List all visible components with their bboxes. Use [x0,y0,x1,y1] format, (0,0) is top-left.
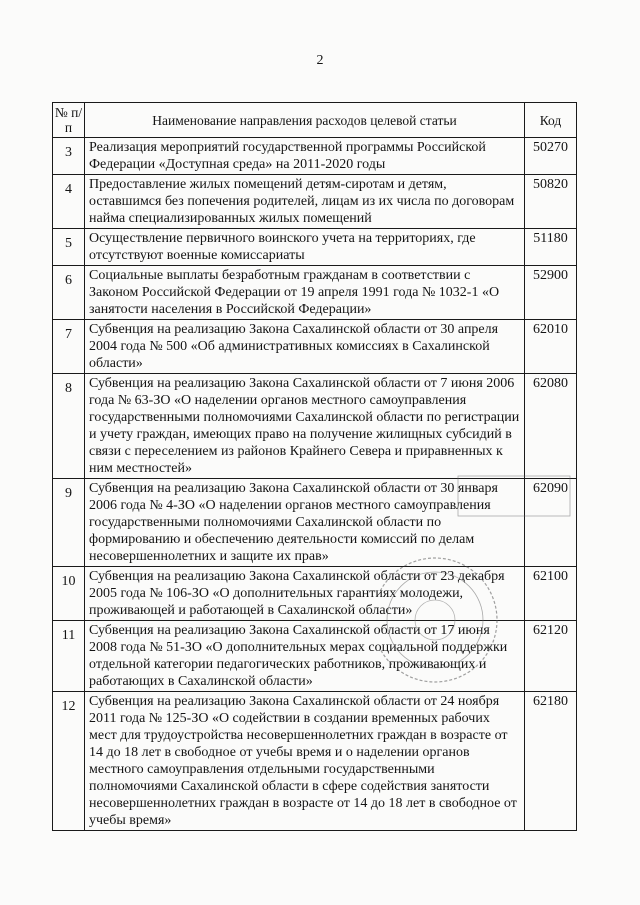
row-code: 50270 [525,138,577,175]
row-num: 6 [53,266,85,320]
row-code: 62180 [525,692,577,831]
row-num: 7 [53,320,85,374]
table-row [53,138,577,175]
row-num: 8 [53,374,85,479]
row-code: 50820 [525,175,577,229]
row-num: 5 [53,229,85,266]
row-code: 62100 [525,567,577,621]
table-row [53,692,577,831]
table-row [53,479,577,567]
row-name: Реализация мероприятий государственной программы Российской Федерации «Доступная среда» на 2011-2020 годы [85,138,525,175]
row-name: Субвенция на реализацию Закона Сахалинской области от 23 декабря 2005 года № 106-ЗО «О дополнительных гарантиях молодежи, проживающей и работающей в Сахалинской области» [85,567,525,621]
table-header-row [53,103,577,138]
header-name: Наименование направления расходов целевой статьи [85,103,525,138]
row-name: Осуществление первичного воинского учета на территориях, где отсутствуют военные комиссариаты [85,229,525,266]
table-row [53,567,577,621]
row-code: 62090 [525,479,577,567]
table-row [53,374,577,479]
row-num: 10 [53,567,85,621]
row-code: 62010 [525,320,577,374]
row-name: Субвенция на реализацию Закона Сахалинской области от 30 января 2006 года № 4-ЗО «О наделении органов местного самоуправления государственными полномочиями Сахалинской области по формированию и обеспечению деятельности комиссий по делам несовершеннолетних и защите их прав» [85,479,525,567]
page-number: 2 [316,53,324,68]
header-code: Код [525,103,577,138]
row-code: 52900 [525,266,577,320]
row-num: 12 [53,692,85,831]
row-num: 11 [53,621,85,692]
table-row [53,266,577,320]
header-num: № п/п [53,103,85,138]
row-name: Субвенция на реализацию Закона Сахалинской области от 30 апреля 2004 года № 500 «Об административных комиссиях в Сахалинской области» [85,320,525,374]
table-row [53,175,577,229]
table-row [53,320,577,374]
row-code: 62080 [525,374,577,479]
row-name: Субвенция на реализацию Закона Сахалинской области от 7 июня 2006 года № 63-ЗО «О наделении органов местного самоуправления государственными полномочиями Сахалинской области по регистрации и учету граждан, имеющих право на получение жилищных субсидий в связи с переселением из районов Крайнего Севера и приравненных к ним местностей» [85,374,525,479]
row-code: 51180 [525,229,577,266]
row-name: Предоставление жилых помещений детям-сиротам и детям, оставшимся без попечения родителей, лицам из их числа по договорам найма специализированных жилых помещений [85,175,525,229]
row-name: Субвенция на реализацию Закона Сахалинской области от 24 ноября 2011 года № 125-ЗО «О содействии в создании временных рабочих мест для трудоустройства несовершеннолетних граждан в возрасте от 14 до 18 лет в свободное от учебы время и о наделении органов местного самоуправления отдельными государственными полномочиями Сахалинской области в сфере содействия занятости несовершеннолетних граждан в возрасте от 14 до 18 лет в свободное от учебы время» [85,692,525,831]
row-code: 62120 [525,621,577,692]
row-num: 4 [53,175,85,229]
table-row [53,621,577,692]
table-row [53,229,577,266]
row-name: Социальные выплаты безработным гражданам в соответствии с Законом Российской Федерации от 19 апреля 1991 года № 1032-1 «О занятости населения в Российской Федерации» [85,266,525,320]
row-name: Субвенция на реализацию Закона Сахалинской области от 17 июня 2008 года № 51-ЗО «О дополнительных мерах социальной поддержки отдельной категории педагогических работников, проживающих и работающих в Сахалинской области» [85,621,525,692]
row-num: 9 [53,479,85,567]
expenditure-table [52,102,577,831]
row-num: 3 [53,138,85,175]
